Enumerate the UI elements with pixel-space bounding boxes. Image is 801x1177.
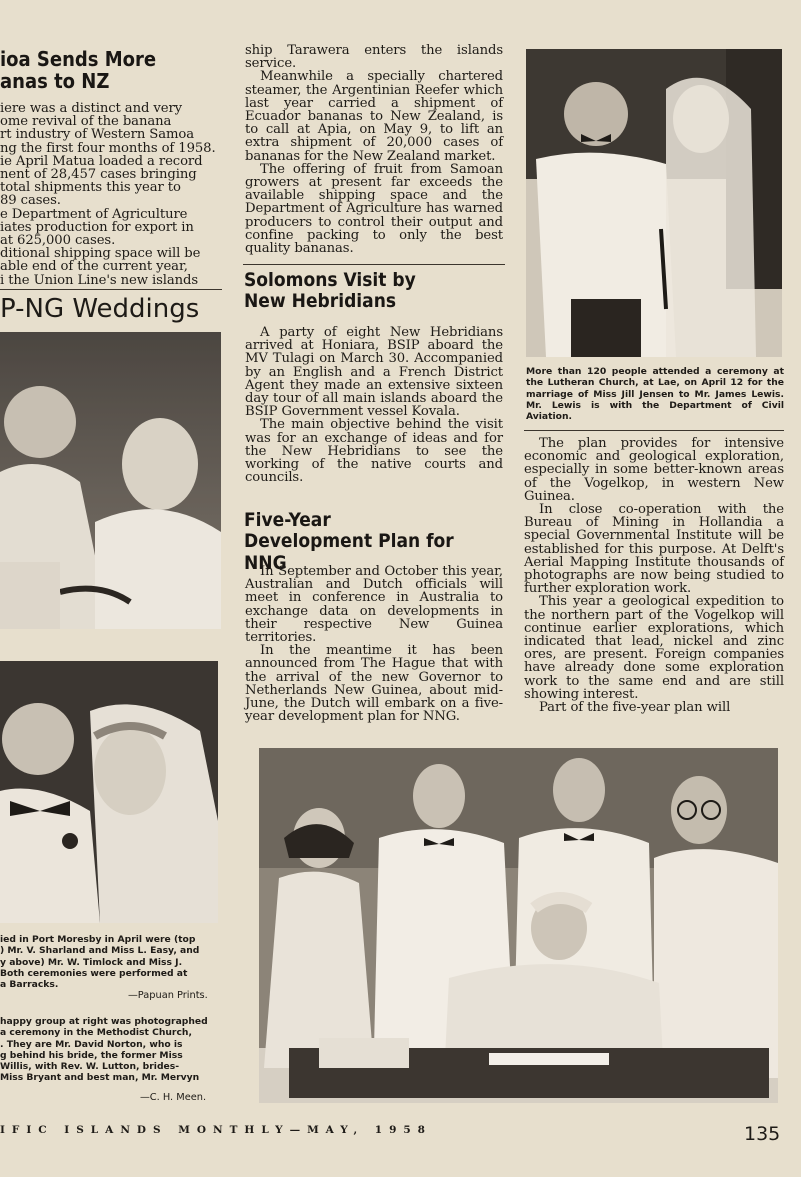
paragraph: The offering of fruit from Samoan growers at present far exceeds the available shipping space and the Department of Agriculture has warned producers to control their output and confine packing to only the best quality bananas. — [245, 161, 503, 257]
divider — [0, 289, 222, 290]
paragraph: The plan provides for intensive economic and geological exploration, especially in some better-known areas of the Vogelkop, in western New Guinea. — [524, 436, 784, 504]
samoa-line: able end of the current year, — [0, 259, 188, 275]
samoa-line: ie April Matua loaded a record — [0, 153, 203, 169]
divider — [243, 264, 505, 265]
wedding-photo-sharland — [0, 332, 221, 629]
plan-continuation-body — [524, 437, 784, 714]
samoa-line: total shipments this year to — [0, 180, 181, 196]
plan-article-body — [245, 565, 503, 723]
samoa-line: 89 cases. — [0, 193, 61, 209]
samoa-line: nent of 28,457 cases bringing — [0, 167, 197, 183]
middle-column-samoa-continuation — [245, 44, 503, 255]
samoa-line: iere was a distinct and very — [0, 102, 182, 116]
samoa-line: iates production for export in — [0, 219, 194, 235]
samoa-line: e Department of Agriculture — [0, 206, 188, 222]
caption-line: ) Mr. V. Sharland and Miss L. Easy, and — [0, 945, 200, 957]
wedding-photo-lewis — [526, 49, 782, 357]
samoa-line: i the Union Line's new islands — [0, 272, 199, 286]
paragraph: In the meantime it has been announced from The Hague that with the arrival of the new Governor to Netherlands New Guinea, about mid-June, the Dutch will embark on a five-year development plan for NNG. — [245, 643, 503, 725]
footer-publication-line: IFIC ISLANDS MONTHLY—MAY, 1958 — [0, 1124, 432, 1136]
samoa-line: rt industry of Western Samoa — [0, 127, 195, 143]
headline-five-year-plan: Five-Year Development Plan for NNG — [244, 509, 454, 574]
weddings-heading: P-NG Weddings — [0, 294, 200, 324]
headline-samoa-bananas — [0, 48, 225, 93]
caption-line: a ceremony in the Methodist Church, — [0, 1027, 192, 1039]
group-photo-norton-wedding — [259, 748, 778, 1103]
weddings-caption-1 — [0, 934, 222, 990]
paragraph: Meanwhile a specially chartered steamer, the Argentinian Reefer which last year carried a shipment of Ecuador bananas to New Zealand, is to call at Apia, on May 9, to lift an extra shipment of 20,000 cases of bananas for the New Zealand market. — [245, 69, 503, 164]
paragraph: This year a geological expedition to the northern part of the Vogelkop will continue earlier explorations, which indicated that lead, nickel and zinc ores, are present. Foreign companies have already done some exploration work to the same end and are still showing interest. — [524, 594, 784, 702]
caption-line: y above) Mr. W. Timlock and Miss J. — [0, 956, 183, 968]
headline-samoa-line1: ioa Sends More — [0, 47, 157, 71]
paragraph: A party of eight New Hebridians arrived at Honiara, BSIP aboard the MV Tulagi on March 30. Accompanied by an English and a French District Agent they made an extensive sixteen day tour of all main islands aboard the BSIP Government vessel Kovala. — [245, 325, 503, 420]
caption-1-credit: —Papuan Prints. — [128, 990, 208, 1001]
samoa-line: ome revival of the banana — [0, 114, 172, 130]
left-column — [0, 0, 225, 1177]
solomons-article-body — [245, 326, 503, 484]
lewis-photo-caption — [526, 366, 784, 422]
caption-line: Miss Bryant and best man, Mr. Mervyn — [0, 1072, 200, 1084]
caption-line: Willis, with Rev. W. Lutton, brides- — [0, 1061, 180, 1073]
caption-line: a Barracks. — [0, 979, 59, 991]
headline-samoa-line2: anas to NZ — [0, 69, 110, 94]
caption-2-credit: —C. H. Meen. — [140, 1092, 207, 1103]
divider — [524, 430, 784, 431]
paragraph: Part of the five-year plan will — [539, 700, 731, 716]
caption-line: ied in Port Moresby in April were (top — [0, 934, 196, 945]
caption-text: More than 120 people attended a ceremony at the Lutheran Church, at Lae, on April 12 for the marriage of Miss Jill Jensen to Mr. James Lewis. Mr. Lewis is with the Department of Civil Aviation. — [526, 366, 784, 423]
samoa-line: at 625,000 cases. — [0, 233, 116, 249]
samoa-line: ditional shipping space will be — [0, 246, 201, 262]
wedding-photo-timlock — [0, 661, 218, 923]
caption-line: happy group at right was photographed — [0, 1016, 208, 1027]
caption-line: Both ceremonies were performed at — [0, 967, 188, 979]
caption-line: g behind his bride, the former Miss — [0, 1049, 183, 1061]
paragraph: ship Tarawera enters the islands service. — [245, 43, 503, 72]
paragraph: In September and October this year, Australian and Dutch officials will meet in conference in Australia to exchange data on developments in their respective New Guinea territories. — [245, 564, 503, 646]
samoa-article-body — [0, 102, 225, 286]
paragraph: The main objective behind the visit was for an exchange of ideas and for the New Hebridians to see the working of the native courts and councils. — [245, 417, 503, 486]
caption-line: . They are Mr. David Norton, who is — [0, 1038, 183, 1050]
weddings-caption-2 — [0, 1016, 222, 1084]
paragraph: In close co-operation with the Bureau of Mining in Hollandia a special Governmental Institute will be established for this purpose. At Delft's Aerial Mapping Institute thousands of photographs are now being studied to further exploration work. — [524, 502, 784, 597]
samoa-line: ng the first four months of 1958. — [0, 140, 216, 156]
headline-solomons: Solomons Visit by New Hebridians — [244, 269, 416, 313]
page-number: 135 — [744, 1123, 781, 1145]
